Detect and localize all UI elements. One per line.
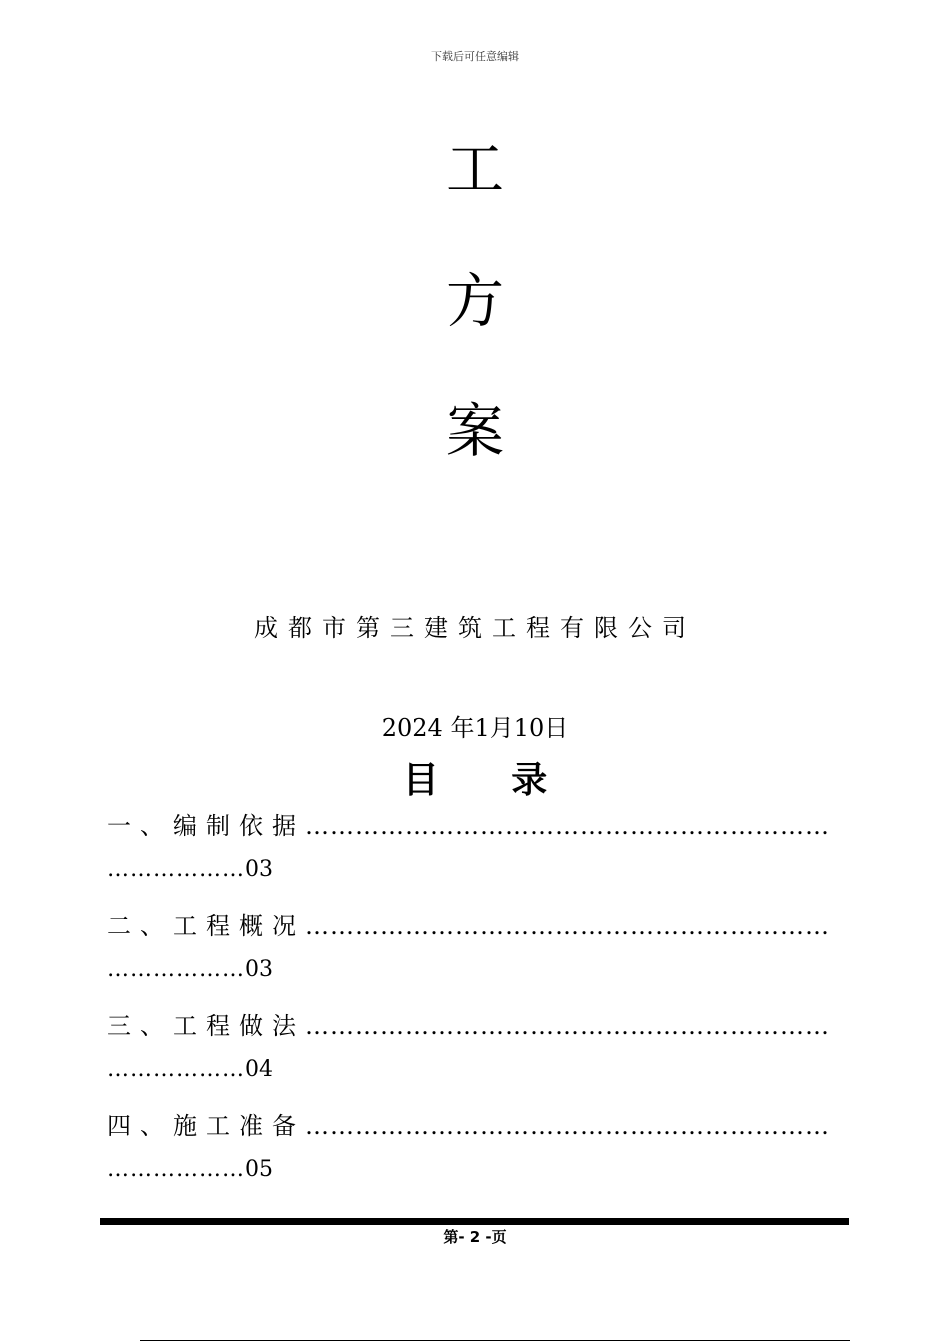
title-char-3: 案 — [445, 397, 504, 465]
company-name: 成都市第三建筑工程有限公司 — [254, 614, 696, 642]
title-char-1: 工 — [445, 135, 504, 203]
table-of-contents — [107, 800, 847, 1200]
toc-leader-dots: ……………… — [107, 1157, 245, 1182]
toc-page-number: 05 — [245, 1157, 273, 1182]
toc-leader-dots: ……………… — [107, 857, 245, 882]
toc-entry[interactable] — [107, 1000, 847, 1100]
document-date: 2024 年1月10日 — [381, 714, 569, 742]
page-number: 第- 2 -页 — [443, 1228, 507, 1246]
toc-leader-dots: ……………………………………………………… — [305, 912, 830, 940]
next-page-divider — [140, 1340, 850, 1341]
title-char-2: 方 — [445, 267, 504, 335]
toc-entry[interactable] — [107, 800, 847, 900]
toc-entry-label: 三、工程做法 — [107, 1012, 305, 1040]
toc-entry[interactable] — [107, 900, 847, 1000]
toc-title: 目 录 — [402, 760, 548, 801]
footer-divider — [100, 1218, 849, 1225]
toc-leader-dots: ……………………………………………………… — [305, 812, 830, 840]
toc-page-number: 04 — [245, 1057, 273, 1082]
toc-entry-label: 四、施工准备 — [107, 1112, 305, 1140]
toc-leader-dots: ……………… — [107, 957, 245, 982]
toc-leader-dots: ……………… — [107, 1057, 245, 1082]
toc-page-number: 03 — [245, 957, 273, 982]
toc-entry-label: 二、工程概况 — [107, 912, 305, 940]
toc-entry[interactable] — [107, 1100, 847, 1200]
header-note: 下载后可任意编辑 — [431, 50, 519, 63]
toc-leader-dots: ……………………………………………………… — [305, 1012, 830, 1040]
toc-page-number: 03 — [245, 857, 273, 882]
toc-entry-label: 一、编制依据 — [107, 812, 305, 840]
toc-leader-dots: ……………………………………………………… — [305, 1112, 830, 1140]
